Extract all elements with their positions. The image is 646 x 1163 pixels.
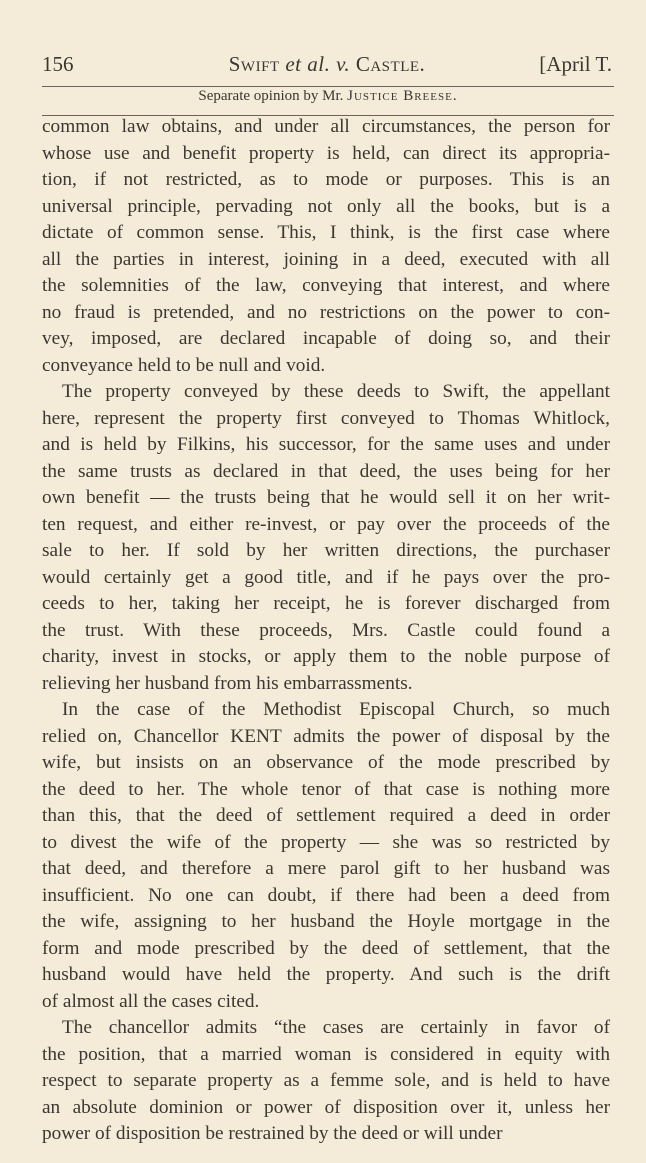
text-line: conveyance held to be null and void. bbox=[42, 354, 326, 376]
text-line: the position, that a married woman is considered in equity with bbox=[42, 1043, 610, 1065]
text-line: than this, that the deed of settlement required a deed in order bbox=[42, 805, 610, 826]
header-rule bbox=[42, 86, 614, 87]
text-line: the deed to her. The whole tenor of that case is nothing more bbox=[42, 778, 610, 800]
text-line: universal principle, pervading not only all the books, but is a bbox=[42, 195, 610, 217]
running-header bbox=[42, 52, 612, 82]
text-line: no fraud is pretended, and no restrictions on the power to con- bbox=[42, 301, 610, 323]
text-line: The chancellor admits “the cases are certainly in favor of bbox=[62, 1017, 610, 1038]
text-line: common law obtains, and under all circumstances, the person for bbox=[42, 116, 610, 137]
case-title-etal: et al. v. bbox=[285, 52, 351, 76]
text-line: wife, but insists on an observance of the mode prescribed by bbox=[42, 752, 610, 773]
term-label: [April T. bbox=[539, 52, 612, 76]
text-line: the trust. With these proceeds, Mrs. Castle could found a bbox=[42, 619, 610, 641]
text-line: the solemnities of the law, conveying that interest, and where bbox=[42, 275, 610, 296]
opinion-subheader bbox=[42, 88, 614, 105]
text-line: ceeds to her, taking her receipt, he is forever discharged from bbox=[42, 593, 610, 614]
paragraph bbox=[42, 1015, 610, 1148]
subheader-prefix: Separate opinion by Mr. bbox=[198, 88, 344, 104]
text-line: the same trusts as declared in that deed, the uses being for her bbox=[42, 460, 610, 482]
text-line: charity, invest in stocks, or apply them to the noble purpose of bbox=[42, 646, 610, 667]
text-line: relieving her husband from his embarrassments. bbox=[42, 672, 413, 694]
text-line: insufficient. No one can doubt, if there had been a deed from bbox=[42, 884, 610, 906]
paragraph bbox=[42, 379, 610, 697]
text-line: would certainly get a good title, and if he pays over the pro- bbox=[42, 566, 610, 588]
text-line: power of disposition be restrained by the deed or will under bbox=[42, 1123, 503, 1144]
paragraph bbox=[42, 114, 610, 379]
text-line: own benefit — the trusts being that he would sell it on her writ- bbox=[42, 487, 610, 508]
text-line: that deed, and therefore a mere parol gift to her husband was bbox=[42, 858, 610, 879]
text-line: form and mode prescribed by the deed of settlement, that the bbox=[42, 937, 610, 959]
subheader-justice: Justice Breese. bbox=[347, 88, 458, 104]
text-line: of almost all the cases cited. bbox=[42, 990, 260, 1012]
text-line: respect to separate property as a femme sole, and is held to have bbox=[42, 1070, 610, 1091]
text-line: In the case of the Methodist Episcopal Church, so much bbox=[62, 699, 610, 720]
text-line: vey, imposed, are declared incapable of doing so, and their bbox=[42, 328, 610, 349]
text-line: all the parties in interest, joining in a deed, executed with all bbox=[42, 248, 610, 270]
text-line: dictate of common sense. This, I think, is the first case where bbox=[42, 222, 610, 243]
text-line: an absolute dominion or power of disposition over it, unless her bbox=[42, 1096, 610, 1118]
case-title-main: Swift bbox=[228, 52, 280, 76]
page-number: 156 bbox=[42, 52, 74, 76]
text-line: tion, if not restricted, as to mode or purposes. This is an bbox=[42, 169, 610, 190]
text-line: ten request, and either re-invest, or pay over the proceeds of the bbox=[42, 513, 610, 535]
text-line: relied on, Chancellor KENT admits the power of disposal by the bbox=[42, 725, 610, 747]
text-line: whose use and benefit property is held, can direct its appropria- bbox=[42, 142, 610, 164]
case-title bbox=[42, 52, 612, 77]
text-line: here, represent the property first conveyed to Thomas Whitlock, bbox=[42, 407, 610, 429]
document-body bbox=[42, 114, 610, 1148]
paragraph bbox=[42, 697, 610, 1015]
text-line: husband would have held the property. And such is the drift bbox=[42, 964, 610, 985]
text-line: to divest the wife of the property — she was so restricted by bbox=[42, 831, 610, 853]
case-title-end: Castle. bbox=[355, 52, 426, 76]
text-line: The property conveyed by these deeds to Swift, the appellant bbox=[62, 381, 610, 402]
text-line: sale to her. If sold by her written directions, the purchaser bbox=[42, 540, 610, 561]
text-line: the wife, assigning to her husband the Hoyle mortgage in the bbox=[42, 911, 610, 932]
text-line: and is held by Filkins, his successor, for the same uses and under bbox=[42, 434, 610, 455]
